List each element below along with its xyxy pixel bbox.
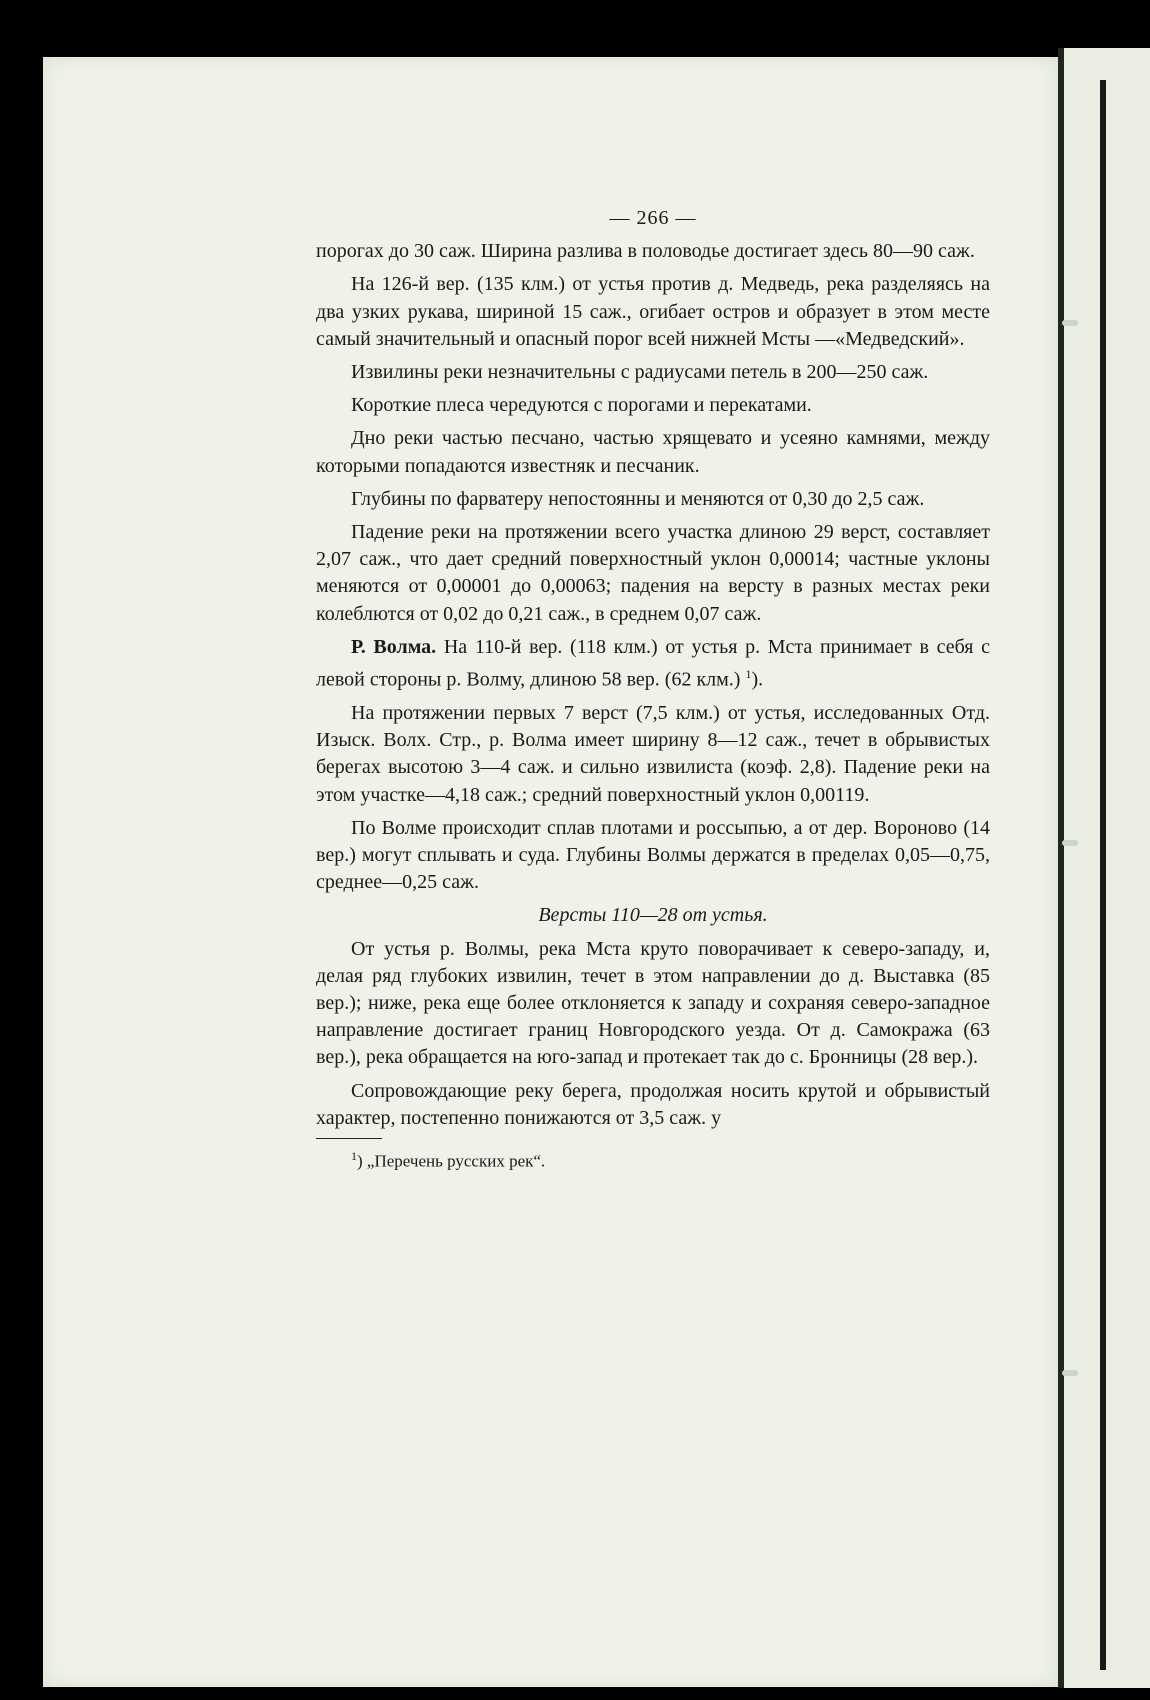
paragraph: На протяжении первых 7 верст (7,5 клм.) от устья, исследованных Отд. Изыск. Волх. Стр., р. Волма имеет ширину 8—12 саж., течет в обрывистых берегах высотою 3—4 саж. и сильно извилиста (коэф. 2,8). Падение реки на этом участке—4,18 саж.; средний поверхностный уклон 0,00119. [316,701,990,806]
paragraph-volma [316,634,990,694]
paragraph: порогах до 30 саж. Ширина разлива в половодье достигает здесь 80—90 саж. [316,240,975,263]
binding-stitch [1062,320,1078,326]
paragraph: Глубины по фарватеру непостоянны и меняются от 0,30 до 2,5 саж. [351,487,925,510]
footnote-divider [316,1138,382,1139]
binding-stitch [1062,1370,1078,1376]
paragraph: На 126-й вер. (135 клм.) от устья против д. Медведь, река разделяясь на два узких рукава, шириной 15 саж., огибает остров и образует в этом месте самый значительный и опасный порог всей нижней Мсты —«Медведский». [316,273,990,350]
binding-stitch [1062,840,1078,846]
paragraph-text: На 110-й вер. (118 клм.) от устья р. Мста принимает в себя с левой стороны р. Волму, длиною 58 вер. (62 клм.) [316,635,990,691]
text-column [316,205,990,1175]
paragraph: От устья р. Волмы, река Мста круто поворачивает к северо-западу, и, делая ряд глубоких извилин, течет в этом направлении до д. Выставка (85 вер.); ниже, река еще более отклоняется к западу и сохраняя северо-западное направление достигает границ Новгородского уезда. От д. Самокража (63 вер.), река обращается на юго-запад и протекает так до с. Бронницы (28 вер.). [316,937,990,1069]
page-number: — 266 — [609,207,697,229]
paragraph: Короткие плеса чередуются с порогами и перекатами. [351,394,812,417]
paragraph: Падение реки на протяжении всего участка длиною 29 верст, составляет 2,07 саж., что дает средний поверхностный уклон 0,00014; частные уклоны меняются от 0,00001 до 0,00063; падения на версту в разных местах реки колеблются от 0,02 до 0,21 саж., в среднем 0,07 саж. [316,521,990,625]
section-heading: Версты 110—28 от устья. [538,904,768,927]
paragraph: Сопровождающие реку берега, продолжая носить крутой и обрывистый характер, постепенно понижаются от 3,5 саж. у [316,1079,990,1129]
paragraph: По Волме происходит сплав плотами и россыпью, а от дер. Вороново (14 вер.) могут сплывать и суда. Глубины Волмы держатся в пределах 0,05—0,75, среднее—0,25 саж. [316,816,990,894]
footnote-mark: 1 [351,1148,357,1163]
paragraph-tail: ). [751,668,764,691]
footnote [351,1143,990,1175]
footnote-ref[interactable]: 1 [745,667,752,682]
binding-shadow [1100,80,1106,1670]
paragraph: Дно реки частью песчано, частью хрящевато и усеяно камнями, между которыми попадаются известняк и песчаник. [316,427,990,477]
river-name-bold: Р. Волма. [351,635,437,658]
footnote-text: ) „Перечень русских рек“. [357,1151,546,1171]
paragraph: Извилины реки незначительны с радиусами петель в 200—250 саж. [351,361,929,384]
